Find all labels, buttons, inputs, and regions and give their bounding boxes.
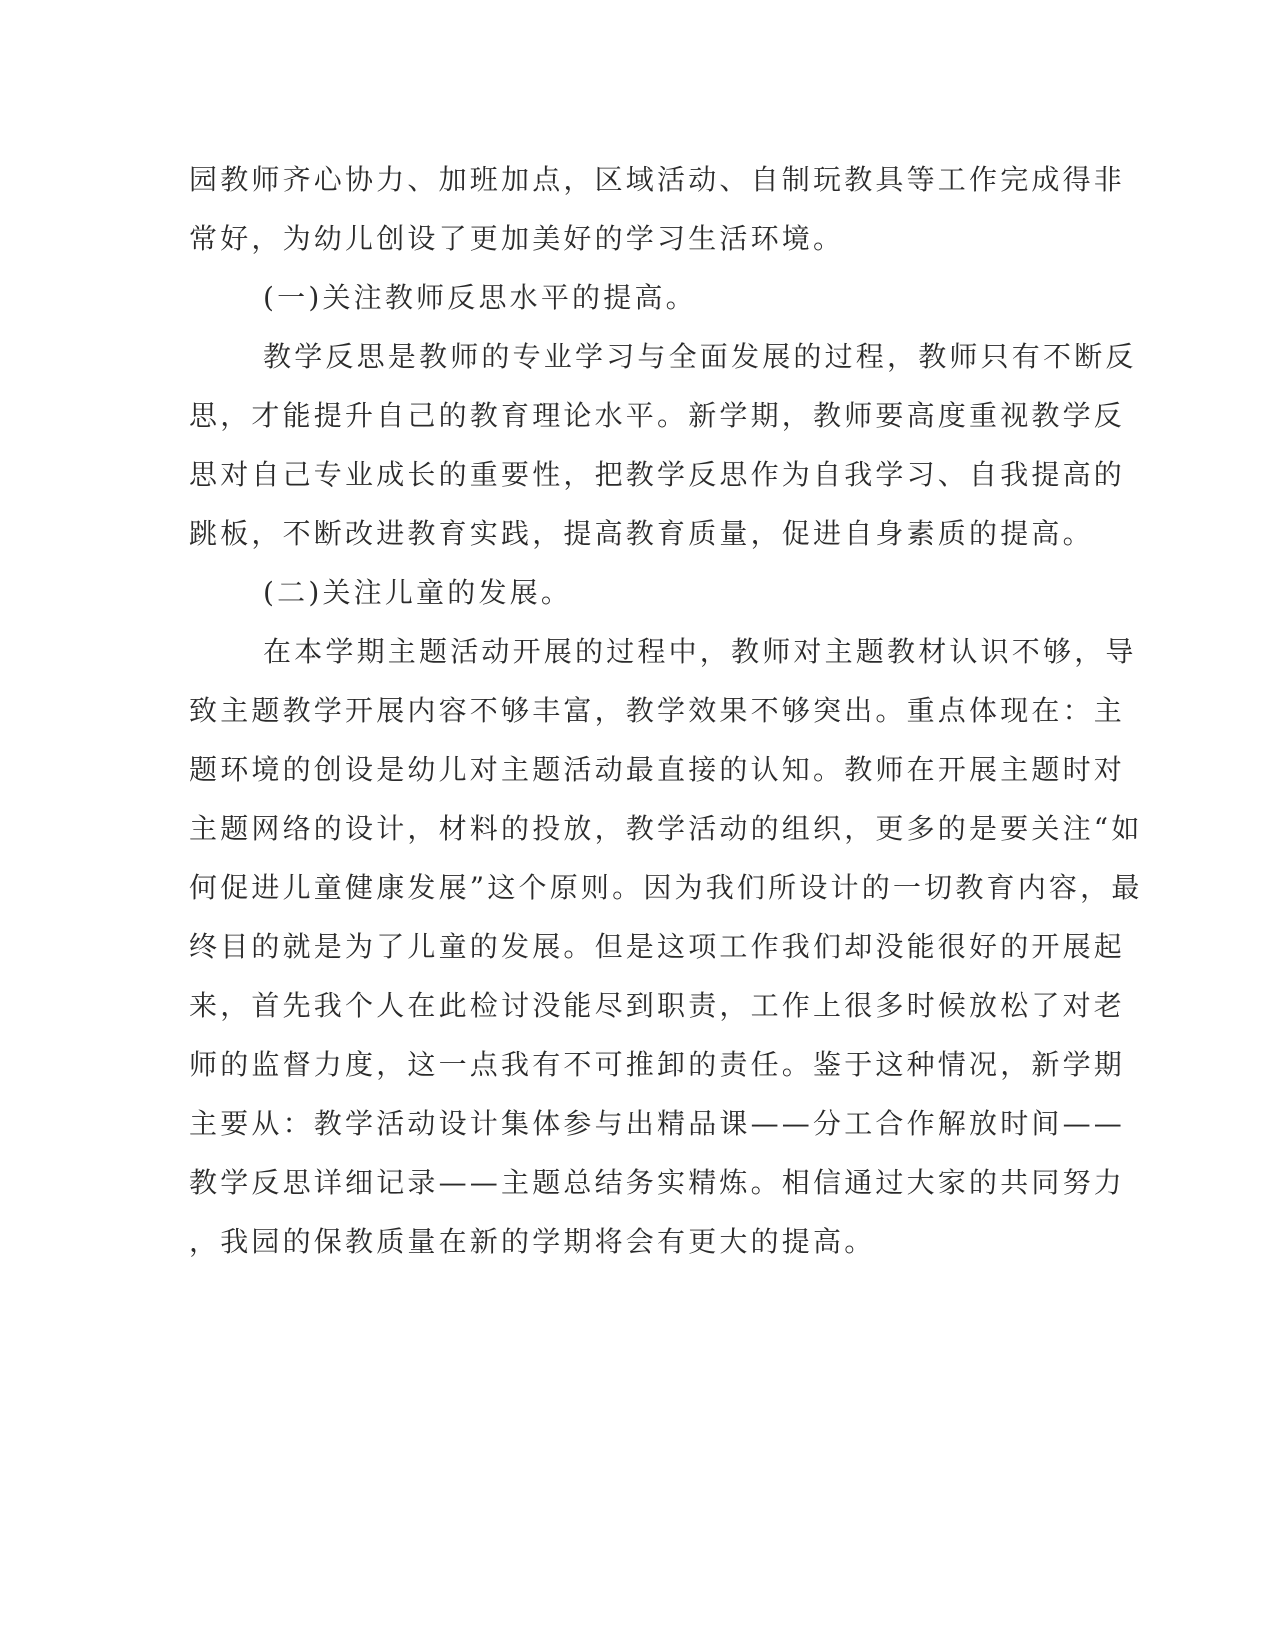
section-heading: (一)关注教师反思水平的提高。 [263, 281, 697, 314]
paragraph-line: 来，首先我个人在此检讨没能尽到职责，工作上很多时候放松了对老 [189, 989, 1126, 1022]
paragraph-line: 主要从：教学活动设计集体参与出精品课——分工合作解放时间—— [189, 1107, 1126, 1140]
paragraph-line: 主题网络的设计，材料的投放，教学活动的组织，更多的是要关注“如 [189, 812, 1143, 845]
paragraph-line: 跳板，不断改进教育实践，提高教育质量，促进自身素质的提高。 [189, 517, 1094, 550]
paragraph-line: 教学反思是教师的专业学习与全面发展的过程，教师只有不断反 [263, 340, 1137, 373]
paragraph-line: 何促进儿童健康发展”这个原则。因为我们所设计的一切教育内容，最 [189, 871, 1143, 904]
section-heading: (二)关注儿童的发展。 [263, 576, 573, 609]
paragraph-line: ，我园的保教质量在新的学期将会有更大的提高。 [189, 1225, 876, 1258]
paragraph-line: 园教师齐心协力、加班加点，区域活动、自制玩教具等工作完成得非 [189, 163, 1126, 196]
paragraph-line: 常好，为幼儿创设了更加美好的学习生活环境。 [189, 222, 845, 255]
paragraph-line: 师的监督力度，这一点我有不可推卸的责任。鉴于这种情况，新学期 [189, 1048, 1126, 1081]
paragraph-line: 致主题教学开展内容不够丰富，教学效果不够突出。重点体现在：主 [189, 694, 1126, 727]
paragraph-line: 教学反思详细记录——主题总结务实精炼。相信通过大家的共同努力 [189, 1166, 1126, 1199]
paragraph-line: 终目的就是为了儿童的发展。但是这项工作我们却没能很好的开展起 [189, 930, 1126, 963]
paragraph-line: 思对自己专业成长的重要性，把教学反思作为自我学习、自我提高的 [189, 458, 1126, 491]
paragraph-line: 思，才能提升自己的教育理论水平。新学期，教师要高度重视教学反 [189, 399, 1126, 432]
paragraph-line: 在本学期主题活动开展的过程中，教师对主题教材认识不够，导 [263, 635, 1137, 668]
paragraph-line: 题环境的创设是幼儿对主题活动最直接的认知。教师在开展主题时对 [189, 753, 1126, 786]
